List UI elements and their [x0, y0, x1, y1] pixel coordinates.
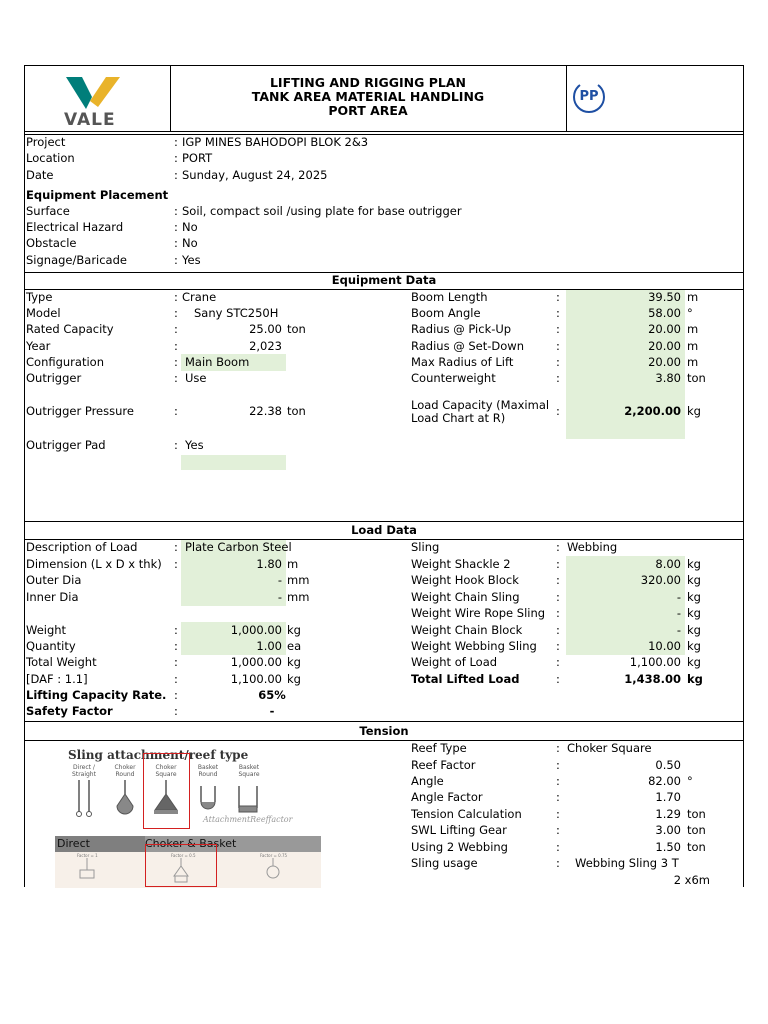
angle-factor-value: 1.70: [655, 790, 681, 804]
electrical-hazard-colon: :: [174, 220, 178, 234]
diagram-factor-3: Factor = 0.75: [260, 853, 288, 858]
weight-colon: :: [174, 623, 178, 637]
outer-dia-value: -: [277, 573, 282, 587]
reef-type-value: Choker Square: [567, 741, 652, 755]
weight-webbing-value: 10.00: [648, 639, 681, 653]
reef-factor-value: 0.50: [655, 758, 681, 772]
using-webbing-unit: ton: [687, 840, 706, 854]
year-value: 2,023: [249, 339, 282, 353]
angle-factor-label: Angle Factor: [411, 790, 483, 804]
weight-of-load-label: Weight of Load: [411, 655, 498, 669]
boom-length-unit: m: [687, 290, 699, 304]
diagram-title: Sling attachment/reef type: [68, 748, 249, 762]
electrical-hazard-value: No: [182, 220, 198, 234]
configuration-colon: :: [174, 355, 178, 369]
tension-calculation-colon: :: [556, 807, 560, 821]
signage-value: Yes: [182, 253, 201, 267]
year-colon: :: [174, 339, 178, 353]
sling-usage-value-line2: 2 x6m: [673, 873, 710, 887]
diagram-type-choker-round: Choker Round: [114, 764, 136, 778]
quantity-unit: ea: [287, 639, 302, 653]
date-value: Sunday, August 24, 2025: [182, 168, 328, 182]
weight-chain-sling-colon: :: [556, 590, 560, 604]
load-desc-value: Plate Carbon Steel: [185, 540, 292, 554]
model-colon: :: [174, 306, 178, 320]
location-colon: :: [174, 151, 178, 165]
quantity-label: Quantity: [26, 639, 76, 653]
outrigger-value: Use: [185, 371, 207, 385]
date-label: Date: [26, 168, 54, 182]
diagram-type-basket-square: Basket Square: [238, 764, 260, 778]
dimension-colon: :: [174, 557, 178, 571]
weight-chain-block-colon: :: [556, 623, 560, 637]
weight-webbing-unit: kg: [687, 639, 701, 653]
weight-hook-block-value: 320.00: [640, 573, 681, 587]
diagram-type-choker-square: Choker Square: [155, 764, 177, 778]
weight-hook-block-unit: kg: [687, 573, 701, 587]
pad-fill: [181, 455, 286, 470]
load-desc-label: Description of Load: [26, 540, 138, 554]
rated-capacity-label: Rated Capacity: [26, 322, 114, 336]
inner-dia-label: Inner Dia: [26, 590, 79, 604]
location-label: Location: [26, 151, 75, 165]
using-webbing-value: 1.50: [655, 840, 681, 854]
title-line-3: PORT AREA: [328, 103, 408, 118]
outer-dia-unit: mm: [287, 573, 310, 587]
pp-logo-text: PP: [579, 89, 599, 104]
weight-webbing-colon: :: [556, 639, 560, 653]
swl-lifting-gear-colon: :: [556, 823, 560, 837]
inner-dia-unit: mm: [287, 590, 310, 604]
boom-length-label: Boom Length: [411, 290, 488, 304]
lifting-capacity-rate-label: Lifting Capacity Rate.: [26, 688, 167, 702]
obstacle-value: No: [182, 236, 198, 250]
outrigger-pad-colon: :: [174, 438, 178, 452]
configuration-value: Main Boom: [185, 355, 250, 369]
radius-pickup-unit: m: [687, 322, 699, 336]
boom-angle-label: Boom Angle: [411, 306, 481, 320]
weight-chain-sling-label: Weight Chain Sling: [411, 590, 520, 604]
rated-capacity-unit: ton: [287, 322, 306, 336]
equipment-placement-heading: Equipment Placement: [26, 188, 169, 202]
obstacle-colon: :: [174, 236, 178, 250]
sling-colon: :: [556, 540, 560, 554]
weight-label: Weight: [26, 623, 67, 637]
tension-calculation-unit: ton: [687, 807, 706, 821]
outrigger-pressure-value: 22.38: [249, 404, 282, 418]
angle-unit: °: [687, 774, 693, 788]
total-weight-unit: kg: [287, 655, 301, 669]
outrigger-pressure-colon: :: [174, 404, 178, 418]
surface-value: Soil, compact soil /using plate for base outrigger: [182, 204, 462, 218]
load-capacity-colon: :: [556, 404, 560, 418]
year-label: Year: [26, 339, 51, 353]
max-radius-colon: :: [556, 355, 560, 369]
type-label: Type: [26, 290, 53, 304]
max-radius-label: Max Radius of Lift: [411, 355, 514, 369]
diagram-bar-choker-basket: Choker & Basket: [145, 837, 237, 850]
weight-shackle-unit: kg: [687, 557, 701, 571]
weight-of-load-colon: :: [556, 655, 560, 669]
sling-attachment-diagram: [55, 744, 321, 890]
radius-setdown-label: Radius @ Set-Down: [411, 339, 524, 353]
diagram-type-direct: Direct / Straight: [72, 764, 96, 778]
total-lifted-load-label: Total Lifted Load: [411, 672, 520, 686]
outrigger-colon: :: [174, 371, 178, 385]
type-value: Crane: [182, 290, 217, 304]
location-value: PORT: [182, 151, 213, 165]
weight-value: 1,000.00: [230, 623, 282, 637]
weight-hook-block-label: Weight Hook Block: [411, 573, 519, 587]
safety-factor-value: -: [269, 704, 275, 718]
tension-calculation-value: 1.29: [655, 807, 681, 821]
sling-usage-label: Sling usage: [411, 856, 478, 870]
boom-angle-value: 58.00: [648, 306, 681, 320]
radius-setdown-value: 20.00: [648, 339, 681, 353]
safety-factor-colon: :: [174, 704, 178, 718]
tension-heading: Tension: [359, 724, 409, 738]
total-lifted-load-unit: kg: [687, 672, 703, 686]
using-webbing-colon: :: [556, 840, 560, 854]
project-label: Project: [26, 135, 66, 149]
weight-chain-sling-unit: kg: [687, 590, 701, 604]
title-line-1: LIFTING AND RIGGING PLAN: [269, 75, 467, 90]
weight-chain-block-value: -: [676, 623, 681, 637]
weight-shackle-value: 8.00: [655, 557, 681, 571]
model-label: Model: [26, 306, 61, 320]
lifting-capacity-rate-colon: :: [174, 688, 178, 702]
max-radius-value: 20.00: [648, 355, 681, 369]
radius-pickup-colon: :: [556, 322, 560, 336]
total-lifted-load-value: 1,438.00: [624, 672, 681, 686]
angle-value: 82.00: [648, 774, 681, 788]
safety-factor-label: Safety Factor: [26, 704, 113, 718]
boom-angle-colon: :: [556, 306, 560, 320]
outrigger-pad-label: Outrigger Pad: [26, 438, 106, 452]
weight-wire-rope-value: -: [676, 606, 681, 620]
angle-colon: :: [556, 774, 560, 788]
outrigger-pad-value: Yes: [185, 438, 204, 452]
weight-chain-block-unit: kg: [687, 623, 701, 637]
max-radius-unit: m: [687, 355, 699, 369]
diagram-factor-2: Factor = 0.5: [171, 853, 196, 858]
weight-shackle-label: Weight Shackle 2: [411, 557, 511, 571]
diagram-type-basket-round: Basket Round: [197, 764, 219, 778]
equipment-data-heading: Equipment Data: [331, 273, 437, 287]
inner-dia-value: -: [277, 590, 282, 604]
project-value: IGP MINES BAHODOPI BLOK 2&3: [182, 135, 369, 149]
reef-factor-colon: :: [556, 758, 560, 772]
signage-colon: :: [174, 253, 178, 267]
total-weight-colon: :: [174, 655, 178, 669]
total-weight-value: 1,000.00: [230, 655, 282, 669]
swl-lifting-gear-unit: ton: [687, 823, 706, 837]
swl-lifting-gear-value: 3.00: [655, 823, 681, 837]
project-colon: :: [174, 135, 178, 149]
pp-logo: [571, 80, 607, 114]
obstacle-label: Obstacle: [26, 236, 77, 250]
type-colon: :: [174, 290, 178, 304]
weight-webbing-label: Weight Webbing Sling: [411, 639, 537, 653]
counterweight-label: Counterweight: [411, 371, 496, 385]
model-value: Sany STC250H: [194, 306, 279, 320]
diagram-caption: AttachmentReeffactor: [203, 815, 293, 824]
sling-label: Sling: [411, 540, 440, 554]
sling-usage-value: Webbing Sling 3 T: [575, 856, 679, 870]
rated-capacity-colon: :: [174, 322, 178, 336]
boom-length-value: 39.50: [648, 290, 681, 304]
signage-label: Signage/Baricade: [26, 253, 127, 267]
outrigger-label: Outrigger: [26, 371, 82, 385]
sling-usage-colon: :: [556, 856, 560, 870]
surface-label: Surface: [26, 204, 70, 218]
counterweight-colon: :: [556, 371, 560, 385]
counterweight-value: 3.80: [655, 371, 681, 385]
daf-colon: :: [174, 672, 178, 686]
daf-unit: kg: [287, 672, 301, 686]
title-line-2: TANK AREA MATERIAL HANDLING: [251, 89, 485, 104]
weight-shackle-colon: :: [556, 557, 560, 571]
load-capacity-label-1: Load Capacity (Maximal: [411, 398, 550, 412]
load-capacity-label-2: Load Chart at R): [411, 411, 506, 425]
dimension-label: Dimension (L x D x thk): [26, 557, 162, 571]
load-capacity-unit: kg: [687, 404, 701, 418]
weight-chain-sling-value: -: [676, 590, 681, 604]
radius-setdown-unit: m: [687, 339, 699, 353]
weight-wire-rope-unit: kg: [687, 606, 701, 620]
weight-of-load-value: 1,100.00: [629, 655, 681, 669]
outrigger-pressure-unit: ton: [287, 404, 306, 418]
weight-hook-block-colon: :: [556, 573, 560, 587]
vale-logo-text: VALE: [64, 110, 116, 130]
radius-setdown-colon: :: [556, 339, 560, 353]
weight-of-load-unit: kg: [687, 655, 701, 669]
surface-colon: :: [174, 204, 178, 218]
radius-pickup-label: Radius @ Pick-Up: [411, 322, 512, 336]
reef-type-colon: :: [556, 741, 560, 755]
angle-factor-colon: :: [556, 790, 560, 804]
weight-unit: kg: [287, 623, 301, 637]
total-weight-label: Total Weight: [26, 655, 97, 669]
reef-factor-label: Reef Factor: [411, 758, 476, 772]
dimension-value: 1.80: [256, 557, 282, 571]
weight-wire-rope-colon: :: [556, 606, 560, 620]
radius-pickup-value: 20.00: [648, 322, 681, 336]
counterweight-unit: ton: [687, 371, 706, 385]
vale-logo: [60, 73, 124, 129]
dimension-unit: m: [287, 557, 299, 571]
date-colon: :: [174, 168, 178, 182]
swl-lifting-gear-label: SWL Lifting Gear: [411, 823, 507, 837]
daf-value: 1,100.00: [230, 672, 282, 686]
load-capacity-value: 2,200.00: [624, 404, 681, 418]
total-lifted-load-colon: :: [556, 672, 560, 686]
electrical-hazard-label: Electrical Hazard: [26, 220, 124, 234]
configuration-label: Configuration: [26, 355, 104, 369]
boom-length-colon: :: [556, 290, 560, 304]
diagram-bar-direct: Direct: [55, 836, 145, 852]
weight-wire-rope-label: Weight Wire Rope Sling: [411, 606, 546, 620]
weight-chain-block-label: Weight Chain Block: [411, 623, 523, 637]
daf-label: [DAF : 1.1]: [26, 672, 88, 686]
sling-value: Webbing: [567, 540, 618, 554]
load-data-heading: Load Data: [351, 523, 417, 537]
diagram-factor-1: Factor = 1: [77, 853, 98, 858]
angle-label: Angle: [411, 774, 444, 788]
outer-dia-label: Outer Dia: [26, 573, 82, 587]
using-webbing-label: Using 2 Webbing: [411, 840, 508, 854]
tension-calculation-label: Tension Calculation: [411, 807, 522, 821]
choker-square-highlight: [143, 753, 190, 829]
factor-highlight: [145, 844, 217, 887]
quantity-value: 1.00: [256, 639, 282, 653]
quantity-colon: :: [174, 639, 178, 653]
boom-angle-unit: °: [687, 306, 693, 320]
lifting-capacity-rate-value: 65%: [258, 688, 286, 702]
load-desc-colon: :: [174, 540, 178, 554]
outrigger-pressure-label: Outrigger Pressure: [26, 404, 134, 418]
reef-type-label: Reef Type: [411, 741, 467, 755]
rated-capacity-value: 25.00: [249, 322, 282, 336]
